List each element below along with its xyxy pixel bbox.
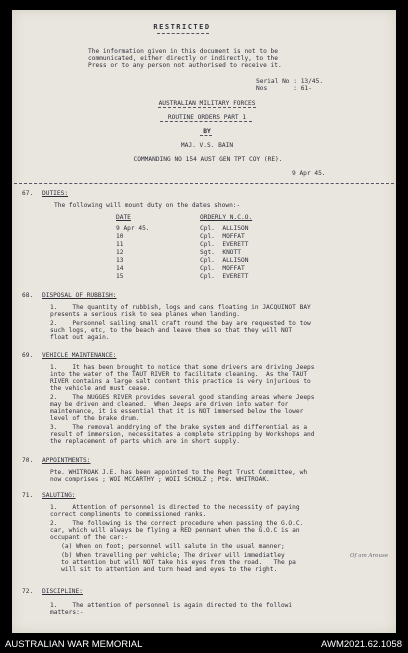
section-70-title: APPOINTMENTS:: [42, 457, 91, 464]
section-70-line: Pte. WHITROAK J.E. has been appointed to the Regt Trust Committee, wh: [50, 469, 308, 476]
section-69-title: VEHICLE MAINTENANCE:: [42, 352, 117, 359]
section-71-title: SALUTING:: [42, 492, 76, 499]
section-69-line: maintenance, it is essential that it is NOT immersed below the lower: [50, 408, 304, 415]
force-underline: [158, 107, 256, 108]
section-69-line: level of the brake drum.: [50, 415, 140, 422]
orders-heading: ROUTINE ORDERS PART 1: [167, 114, 247, 121]
orders-underline: [160, 121, 252, 122]
duty-row-nco: Cpl. MOFFAT: [200, 233, 245, 240]
section-72-line: 1. The attention of personnel is again directed to the followi: [50, 602, 293, 609]
classification-underline: [157, 33, 209, 34]
section-69-line: into the water of the TAUT RIVER to facilitate cleaning. As the TAUT: [50, 371, 308, 378]
section-71-line: correct compliments to commissioned ranks.: [50, 511, 207, 518]
section-68-number: 68.: [22, 292, 34, 299]
header-divider: [14, 183, 394, 184]
section-71-line: car, which will always be flying a RED pennant when the G.O.C is an: [50, 527, 300, 534]
section-71-line: occupant of the car:-: [50, 534, 129, 541]
section-68-line: 2. Personnel sailing small craft round the bay are requested to tow: [50, 320, 311, 327]
duty-row-nco: Cpl. EVERETT: [200, 273, 249, 280]
by-heading: BY: [203, 128, 211, 135]
pencil-annotation: Of am Arouse: [350, 553, 389, 559]
section-72-number: 72.: [22, 588, 34, 595]
section-69-number: 69.: [22, 352, 34, 359]
section-71-line: 1. Attention of personnel is directed to the necessity of paying: [50, 504, 300, 511]
duty-row-date: 12: [116, 249, 124, 256]
section-69-line: 2. The NUGGES RIVER provides several good standing areas where Jeeps: [50, 394, 315, 401]
order-date: 9 Apr 45.: [292, 170, 326, 177]
section-69-line: 1. It has been brought to notice that some drivers are driving Jeeps: [50, 364, 315, 371]
duty-row-date: 14: [116, 265, 124, 272]
duty-date-header: DATE: [116, 214, 131, 221]
duty-row-nco: Sgt. KNOTT: [200, 249, 241, 256]
section-69-line: the vehicle and must cease.: [50, 385, 151, 392]
section-72-line: matters:-: [50, 609, 84, 616]
duty-row-nco: Cpl. EVERETT: [200, 241, 249, 248]
duty-row-date: 9 Apr 45.: [116, 225, 150, 232]
section-71-line: 2. The following is the correct procedure when passing the G.O.C.: [50, 520, 304, 527]
duty-nco-header: ORDERLY N.C.O.: [200, 214, 253, 221]
duty-row-nco: Cpl. MOFFAT: [200, 265, 245, 272]
section-69-line: the replacement of parts which are in short supply.: [50, 438, 240, 445]
section-71-line: to attention but will NOT take his eyes from the road. The pa: [50, 559, 296, 566]
section-68-line: presents a serious risk to sea planes when landing.: [50, 311, 240, 318]
section-68-line: float out again.: [50, 334, 110, 341]
command-heading: COMMANDING NO 154 AUST GEN TPT COY (RE).: [133, 156, 283, 163]
section-70-number: 70.: [22, 457, 34, 464]
section-71-number: 71.: [22, 492, 34, 499]
section-68-line: 1. The quantity of rubbish, logs and cans floating in JACQUINOT BAY: [50, 304, 311, 311]
document-page: [12, 10, 396, 633]
section-67-intro: The following will mount duty on the dates shown:-: [54, 202, 241, 209]
duty-row-nco: Cpl. ALLISON: [200, 225, 249, 232]
serial-number: Serial No : 13/45.: [256, 78, 324, 85]
duty-row-date: 11: [116, 241, 124, 248]
archive-name: AUSTRALIAN WAR MEMORIAL: [5, 639, 143, 650]
section-69-line: may be driven and cleaned. When Jeeps are driven into water for: [50, 401, 289, 408]
section-71-line: will sit to attention and turn head and eyes to the right.: [50, 566, 278, 573]
archive-reference: AWM2021.62.1058: [321, 639, 402, 650]
section-70-line: now comprises ; WOI MCCARTHY ; WOII SCHOLZ ; Pte. WHITROAK.: [50, 476, 270, 483]
section-67-title: DUTIES:: [42, 190, 69, 197]
section-69-line: 3. The removal anddrying of the brake system and differential as a: [50, 424, 308, 431]
section-71-line: (a) When on foot; personnel will salute in the usual manner;: [50, 543, 285, 550]
section-68-line: such logs, etc, to the beach and leave them so that they will NOT: [50, 327, 293, 334]
notice-line-3: Press or to any person not authorised to receive it.: [88, 62, 282, 69]
section-69-line: result of immersion, necessitates a complete stripping by Workshops and: [50, 431, 315, 438]
notice-line-1: The information given in this document is not to be: [88, 48, 278, 55]
section-69-line: RIVER contains a large salt content this practice is very injurious to: [50, 378, 311, 385]
duty-row-nco: Cpl. ALLISON: [200, 257, 249, 264]
notice-line-2: communicated, either directly or indirectly, to the: [88, 55, 278, 62]
by-underline: [200, 135, 212, 136]
section-71-line: (b) When travelling per vehicle; The driver will immediatley: [50, 552, 285, 559]
duty-row-date: 13: [116, 257, 124, 264]
classification-heading: RESTRICTED: [153, 23, 211, 31]
force-heading: AUSTRALIAN MILITARY FORCES: [158, 100, 256, 107]
section-67-number: 67.: [22, 190, 34, 197]
duty-row-date: 10: [116, 233, 124, 240]
duty-row-date: 15: [116, 273, 124, 280]
officer-name: MAJ. V.S. BAIN: [180, 142, 234, 149]
section-72-title: DISCIPLINE:: [42, 588, 83, 595]
nos-number: Nos : 61-: [256, 85, 312, 92]
archive-caption-bar: [0, 636, 408, 653]
section-68-title: DISPOSAL OF RUBBISH:: [42, 292, 117, 299]
